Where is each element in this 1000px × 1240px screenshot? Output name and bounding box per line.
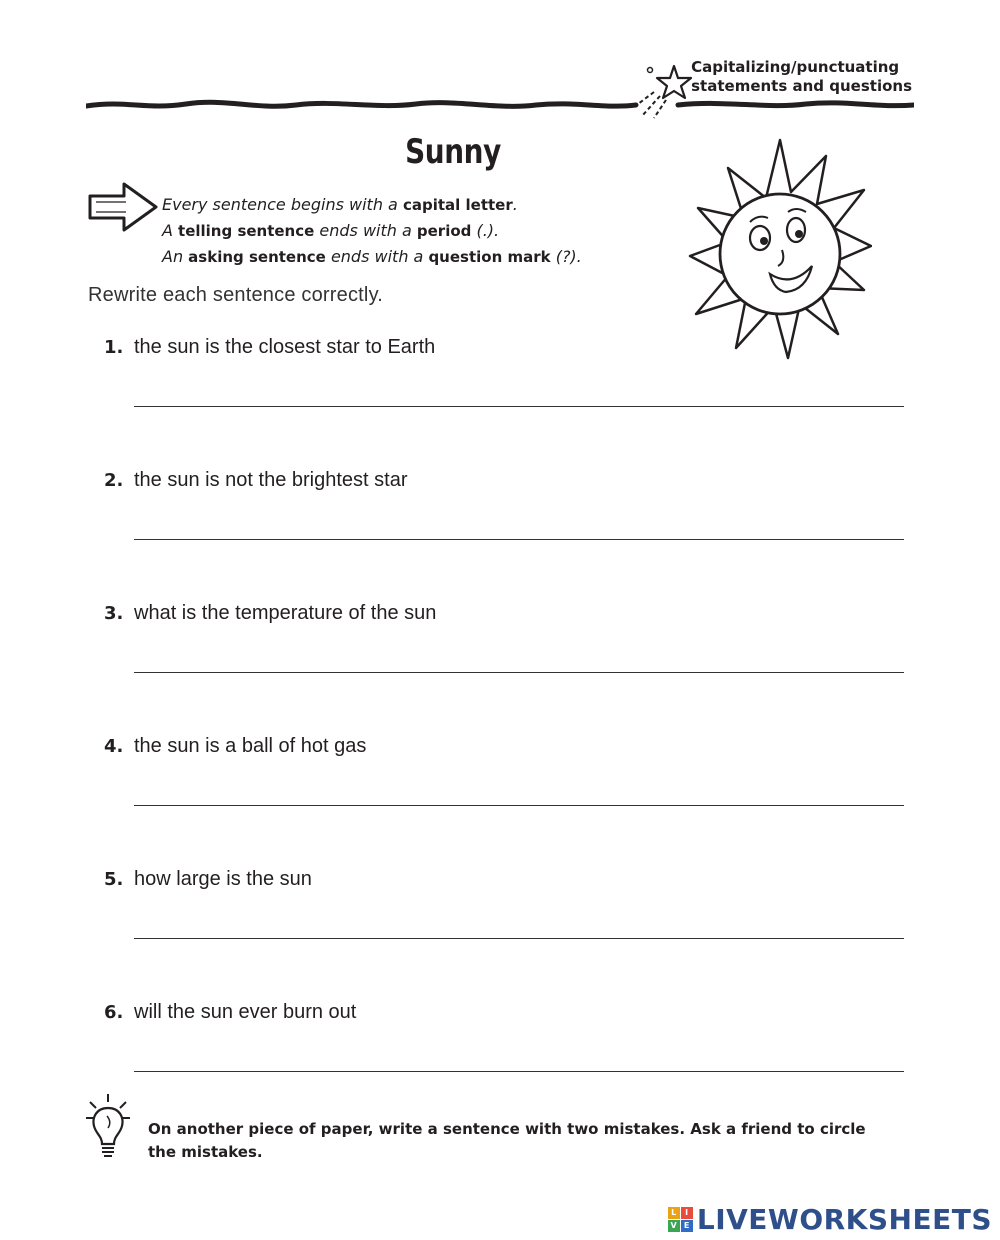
rule-asking: An asking sentence ends with a question mark (?). [162, 247, 582, 266]
directions: Rewrite each sentence correctly. [88, 284, 384, 306]
sun-illustration [688, 138, 872, 370]
topic-line-1: Capitalizing/punctuating [691, 58, 900, 76]
item-number: 5. [104, 869, 124, 890]
header-divider [86, 96, 914, 116]
extension-tip: On another piece of paper, write a sentence with two mistakes. Ask a friend to circle the mistakes. [148, 1120, 866, 1161]
rules-box [162, 192, 582, 270]
rule-capital: Every sentence begins with a capital letter. [162, 195, 518, 214]
item-sentence: the sun is a ball of hot gas [134, 735, 367, 757]
rule-telling: A telling sentence ends with a period (.). [162, 221, 500, 240]
item-number: 1. [104, 337, 124, 358]
item-sentence: the sun is not the brightest star [134, 469, 408, 491]
exercise-item-1 [104, 336, 435, 359]
brand-logo [668, 1203, 992, 1236]
topic-line-2: statements and questions [691, 77, 912, 95]
exercise-item-5 [104, 868, 312, 891]
answer-line-5[interactable] [134, 938, 904, 939]
exercise-item-2 [104, 469, 408, 492]
item-number: 6. [104, 1002, 124, 1023]
item-number: 3. [104, 603, 124, 624]
item-sentence: will the sun ever burn out [134, 1001, 357, 1023]
lightbulb-icon [86, 1092, 132, 1162]
arrow-right-icon [86, 180, 160, 234]
brand-logo-blocks: L I V E [668, 1207, 693, 1232]
item-number: 2. [104, 470, 124, 491]
brand-name: LIVEWORKSHEETS [696, 1203, 992, 1236]
item-number: 4. [104, 736, 124, 757]
answer-line-4[interactable] [134, 805, 904, 806]
item-sentence: how large is the sun [134, 868, 312, 890]
exercise-item-4 [104, 735, 366, 758]
answer-line-1[interactable] [134, 406, 904, 407]
exercise-item-6 [104, 1001, 356, 1024]
answer-line-6[interactable] [134, 1071, 904, 1072]
answer-line-2[interactable] [134, 539, 904, 540]
exercise-item-3 [104, 602, 436, 625]
answer-line-3[interactable] [134, 672, 904, 673]
item-sentence: the sun is the closest star to Earth [134, 336, 436, 358]
page-title: Sunny [405, 132, 501, 172]
item-sentence: what is the temperature of the sun [134, 602, 437, 624]
topic-label [691, 58, 912, 96]
